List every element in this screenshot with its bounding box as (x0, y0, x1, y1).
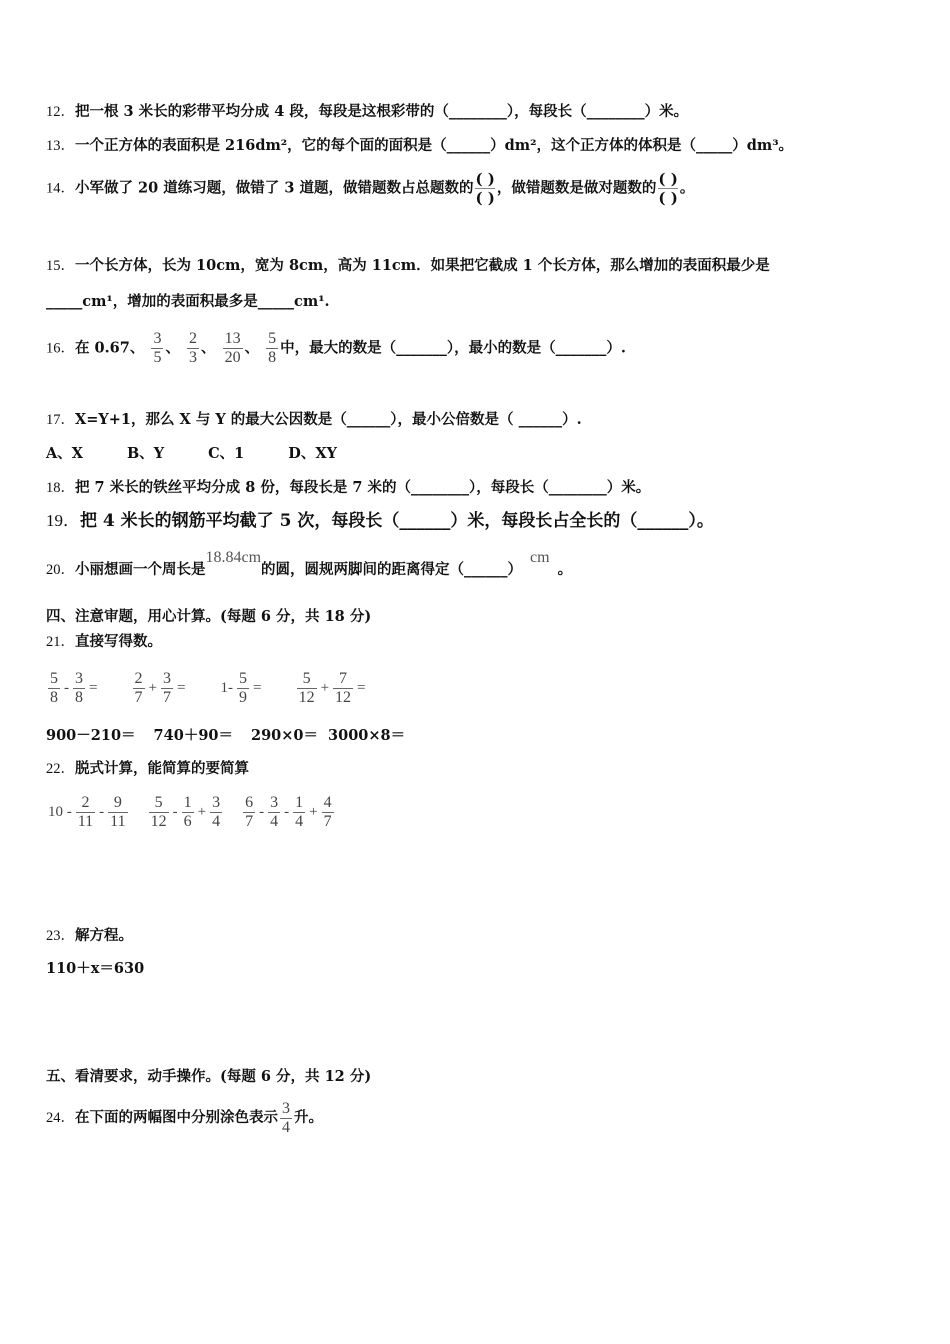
question-number: 18． (46, 480, 75, 496)
question-13 (46, 136, 793, 156)
question-12 (46, 102, 688, 122)
question-19 (46, 511, 714, 531)
answer-fraction-blank[interactable]: ( ) ( ) (475, 170, 495, 207)
fraction: $\frac{5}{9}$ (239, 669, 248, 706)
question-24: 24．在下面的两幅图中分别涂色表示 $\frac{3}{4}$ 升。 (46, 1099, 323, 1136)
fraction: $\frac{3}{7}$ (163, 669, 171, 706)
expression: $\frac{5}{8}$ - $\frac{3}{8}$ = (50, 669, 98, 706)
fraction: $\frac{3}{4}$ (270, 793, 279, 830)
question-text: X=Y+1，那么 X 与 Y 的最大公因数是（______），最小公倍数是（ ______）. (75, 411, 582, 428)
fraction: $\frac{6}{7}$ (245, 793, 254, 830)
section-5-title: 五、看清要求，动手操作。(每题 6 分，共 12 分) (46, 1068, 372, 1085)
question-14: 14．小军做了 20 道练习题，做错了 3 道题，做错题数占总题数的 ( ) ( ) ，做错题数是做对题数的 ( ) ( ) 。 (46, 170, 695, 207)
question-text: 直接写得数。 (75, 633, 162, 650)
fraction: $\frac{1}{4}$ (295, 793, 304, 830)
expression: 1- $\frac{5}{9}$ = (220, 669, 262, 706)
fraction: $\frac{3}{5}$ (153, 330, 162, 366)
fraction: $\frac{13}{20}$ (224, 330, 241, 366)
question-number: 13． (46, 138, 75, 154)
fraction: $\frac{1}{6}$ (183, 793, 192, 830)
option-d[interactable]: D、XY (288, 445, 337, 462)
question-17 (46, 410, 582, 430)
question-number: 19． (46, 511, 80, 530)
question-number: 24． (46, 1110, 75, 1126)
question-text: 小军做了 20 道练习题，做错了 3 道题，做错题数占总题数的 (75, 179, 474, 197)
question-21-row1 (46, 664, 394, 712)
question-number: 14． (46, 180, 75, 197)
fraction: $\frac{5}{8}$ (268, 330, 277, 366)
expression: $\frac{6}{7}$ - $\frac{3}{4}$ - $\frac{1}{4}$ + $\frac{4}{7}$ (245, 793, 332, 830)
option-b[interactable]: B、Y (127, 445, 165, 462)
fraction: $\frac{2}{3}$ (189, 330, 197, 366)
question-number: 23． (46, 928, 75, 944)
circumference-value: 18.84cm (205, 549, 262, 566)
question-text: 在下面的两幅图中分别涂色表示 (75, 1109, 278, 1126)
question-number: 20． (46, 562, 75, 578)
option-a[interactable]: A、X (46, 445, 84, 462)
expression: $\frac{5}{12}$ - $\frac{1}{6}$ + $\frac{3}{4}$ (150, 793, 221, 830)
fraction: $\frac{3}{8}$ (75, 669, 83, 706)
question-number: 22． (46, 761, 75, 777)
question-22 (46, 759, 249, 779)
equation: 110＋x＝630 (46, 960, 145, 977)
question-text: 中，最大的数是（_______），最小的数是（_______）. (280, 339, 626, 357)
question-text: 把 4 米长的钢筋平均截了 5 次，每段长（______）米，每段长占全长的（______）。 (80, 511, 714, 531)
question-text: ，做错题数是做对题数的 (496, 179, 657, 197)
question-21 (46, 632, 162, 652)
expression: 10 - $\frac{2}{11}$ - $\frac{9}{11}$ (48, 793, 126, 830)
question-number: 16． (46, 340, 75, 357)
fraction: $\frac{4}{7}$ (323, 793, 332, 830)
fraction: $\frac{3}{4}$ (282, 1099, 290, 1136)
question-17-options (46, 444, 381, 464)
question-22-expressions (46, 788, 362, 836)
fraction: $\frac{3}{4}$ (212, 793, 221, 830)
fraction: $\frac{5}{12}$ (298, 669, 315, 706)
fraction: $\frac{2}{7}$ (134, 669, 143, 706)
question-20: 20．小丽想画一个周长是18.84cm的圆，圆规两脚间的距离得定（______）cm。 (46, 549, 573, 578)
fraction: $\frac{5}{12}$ (150, 793, 167, 830)
question-text: 小丽想画一个周长是 (75, 561, 206, 578)
question-number: 17． (46, 412, 75, 428)
question-text: 一个长方体，长为 10cm，宽为 8cm，高为 11cm．如果把它截成 1 个长方体，那么增加的表面积最少是 (75, 257, 770, 274)
unit-label: cm (530, 549, 550, 566)
question-21-row2: 900－210＝ 740＋90＝ 290×0＝ 3000×8＝ (46, 727, 406, 744)
question-text: 的圆，圆规两脚间的距离得定（______） (261, 561, 523, 578)
question-text: 把一根 3 米长的彩带平均分成 4 段，每段是这根彩带的（________），每段长（________）米。 (75, 103, 689, 120)
fraction: $\frac{5}{8}$ (50, 669, 58, 706)
fraction: $\frac{9}{11}$ (110, 793, 126, 830)
question-16: 16．在 0.67、 $\frac{3}{5}$ 、 $\frac{2}{3}$ 、 $\frac{13}{20}$ 、 $\frac{5}{8}$ 中，最大的数是（_______），最小的数是（_______）. (46, 330, 626, 366)
question-text: 在 0.67、 (75, 339, 145, 357)
fraction: $\frac{2}{11}$ (77, 793, 94, 830)
question-number: 12． (46, 104, 75, 120)
expression: $\frac{5}{12}$ + $\frac{7}{12}$ = (298, 669, 366, 706)
question-text: 解方程。 (75, 927, 133, 944)
option-c[interactable]: C、1 (208, 445, 245, 462)
question-15 (46, 256, 770, 276)
fraction: $\frac{7}{12}$ (335, 669, 352, 706)
question-number: 15． (46, 258, 75, 274)
answer-fraction-blank[interactable]: ( ) ( ) (658, 170, 678, 207)
question-15-line2: _____cm¹，增加的表面积最多是_____cm¹. (46, 293, 330, 310)
question-number: 21． (46, 634, 75, 650)
question-text: 脱式计算，能简算的要简算 (75, 760, 249, 777)
question-23 (46, 926, 133, 946)
expression: $\frac{2}{7}$ + $\frac{3}{7}$ = (134, 669, 186, 706)
question-18 (46, 478, 650, 498)
question-text: 一个正方体的表面积是 216dm²，它的每个面的面积是（______）dm²，这个正方体的体积是（_____）dm³。 (75, 137, 794, 154)
section-4-title: 四、注意审题，用心计算。(每题 6 分，共 18 分) (46, 608, 372, 625)
question-text: 把 7 米长的铁丝平均分成 8 份，每段长是 7 米的（________），每段长（________）米。 (75, 479, 651, 496)
